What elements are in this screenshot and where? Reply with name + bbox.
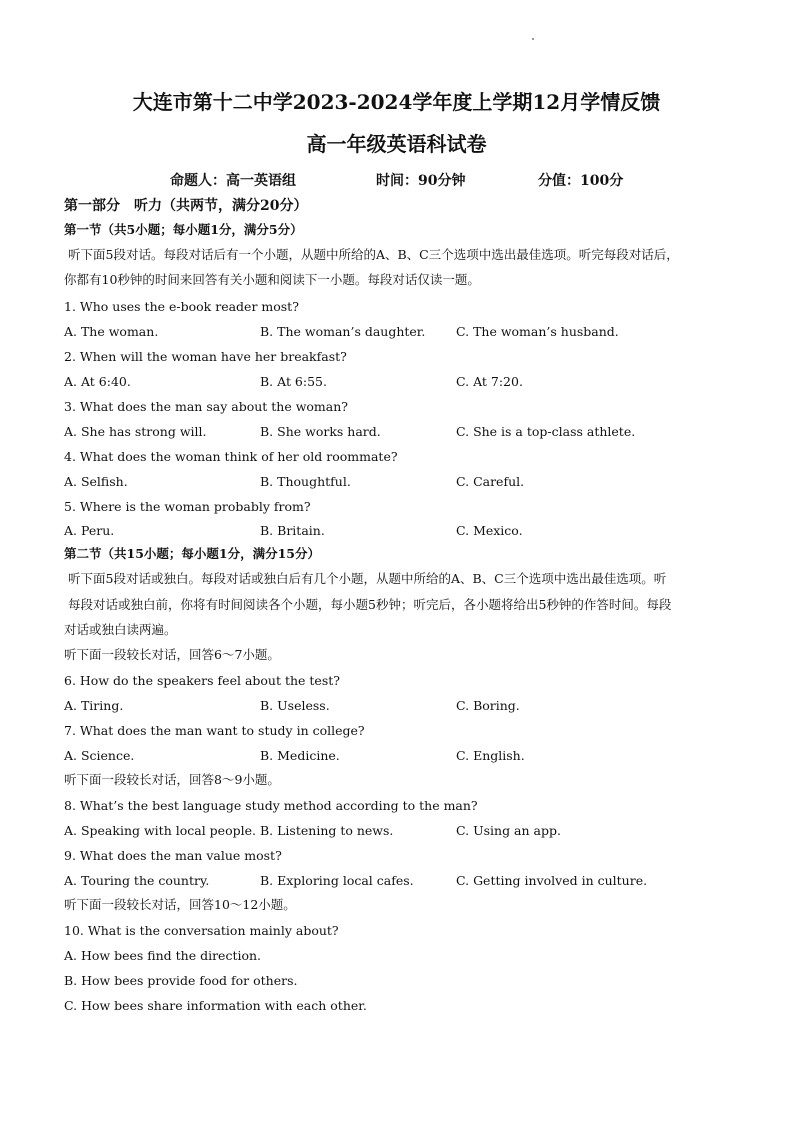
question-2: 2. When will the woman have her breakfast? <box>64 349 347 364</box>
question-4: 4. What does the woman think of her old roommate? <box>64 449 398 464</box>
scan-dot <box>532 38 534 40</box>
group-6-7-instruction: 听下面一段较长对话，回答6～7小题。 <box>64 647 280 662</box>
q1-option-c: C. The woman’s husband. <box>456 324 619 339</box>
section2-heading: 第二节（共15小题；每小题1分，满分15分） <box>64 546 320 561</box>
section1-heading: 第一节（共5小题；每小题1分，满分5分） <box>64 222 303 237</box>
section2-instructions-1: 听下面5段对话或独白。每段对话或独白后有几个小题，从题中所给的A、B、C三个选项中选出最佳选项。听 <box>68 571 667 586</box>
question-3: 3. What does the man say about the woman? <box>64 399 348 414</box>
q2-option-c: C. At 7:20. <box>456 374 523 389</box>
q2-option-a: A. At 6:40. <box>64 374 131 389</box>
q4-option-c: C. Careful. <box>456 474 525 489</box>
section2-instructions-3: 对话或独白读两遍。 <box>64 622 177 637</box>
question-1: 1. Who uses the e-book reader most? <box>64 299 299 314</box>
group-8-9-instruction: 听下面一段较长对话，回答8～9小题。 <box>64 772 280 787</box>
q8-option-a: A. Speaking with local people. <box>64 823 256 838</box>
question-6: 6. How do the speakers feel about the test? <box>64 673 340 688</box>
q3-option-a: A. She has strong will. <box>64 424 207 439</box>
q9-option-c: C. Getting involved in culture. <box>456 873 648 888</box>
exam-score: 分值：100分 <box>538 173 624 189</box>
q10-option-a: A. How bees find the direction. <box>64 948 262 963</box>
q4-option-b: B. Thoughtful. <box>260 474 351 489</box>
q6-option-a: A. Tiring. <box>64 698 124 713</box>
question-9: 9. What does the man value most? <box>64 848 282 863</box>
q7-option-a: A. Science. <box>64 748 135 763</box>
question-8: 8. What’s the best language study method according to the man? <box>64 798 478 813</box>
q5-option-c: C. Mexico. <box>456 523 523 538</box>
q6-option-c: C. Boring. <box>456 698 520 713</box>
q5-option-b: B. Britain. <box>260 523 325 538</box>
q7-option-c: C. English. <box>456 748 525 763</box>
q2-option-b: B. At 6:55. <box>260 374 327 389</box>
q9-option-a: A. Touring the country. <box>64 873 210 888</box>
section1-instructions-2: 你都有10秒钟的时间来回答有关小题和阅读下一小题。每段对话仅读一题。 <box>64 272 480 287</box>
exam-subtitle: 高一年级英语科试卷 <box>306 132 487 156</box>
section2-instructions-2: 每段对话或独白前，你将有时间阅读各个小题，每小题5秒钟；听完后，各小题将给出5秒钟的作答时间。每段 <box>68 597 672 612</box>
group-10-12-instruction: 听下面一段较长对话，回答10～12小题。 <box>64 897 296 912</box>
q3-option-c: C. She is a top-class athlete. <box>456 424 636 439</box>
q10-option-c: C. How bees share information with each other. <box>64 998 367 1013</box>
q1-option-a: A. The woman. <box>64 324 159 339</box>
q8-option-b: B. Listening to news. <box>260 823 394 838</box>
exam-time: 时间：90分钟 <box>376 173 466 189</box>
q4-option-a: A. Selfish. <box>64 474 128 489</box>
question-5: 5. Where is the woman probably from? <box>64 499 311 514</box>
question-10: 10. What is the conversation mainly about? <box>64 923 339 938</box>
exam-author: 命题人：高一英语组 <box>170 173 296 189</box>
q9-option-b: B. Exploring local cafes. <box>260 873 414 888</box>
exam-title: 大连市第十二中学2023-2024学年度上学期12月学情反馈 <box>132 90 661 114</box>
q7-option-b: B. Medicine. <box>260 748 340 763</box>
q5-option-a: A. Peru. <box>64 523 115 538</box>
q8-option-c: C. Using an app. <box>456 823 561 838</box>
q3-option-b: B. She works hard. <box>260 424 381 439</box>
question-7: 7. What does the man want to study in college? <box>64 723 365 738</box>
part1-heading: 第一部分 听力（共两节，满分20分） <box>64 198 308 214</box>
q1-option-b: B. The woman’s daughter. <box>260 324 426 339</box>
q10-option-b: B. How bees provide food for others. <box>64 973 298 988</box>
q6-option-b: B. Useless. <box>260 698 330 713</box>
section1-instructions-1: 听下面5段对话。每段对话后有一个小题，从题中所给的A、B、C三个选项中选出最佳选项。听完每段对话后， <box>68 247 679 262</box>
